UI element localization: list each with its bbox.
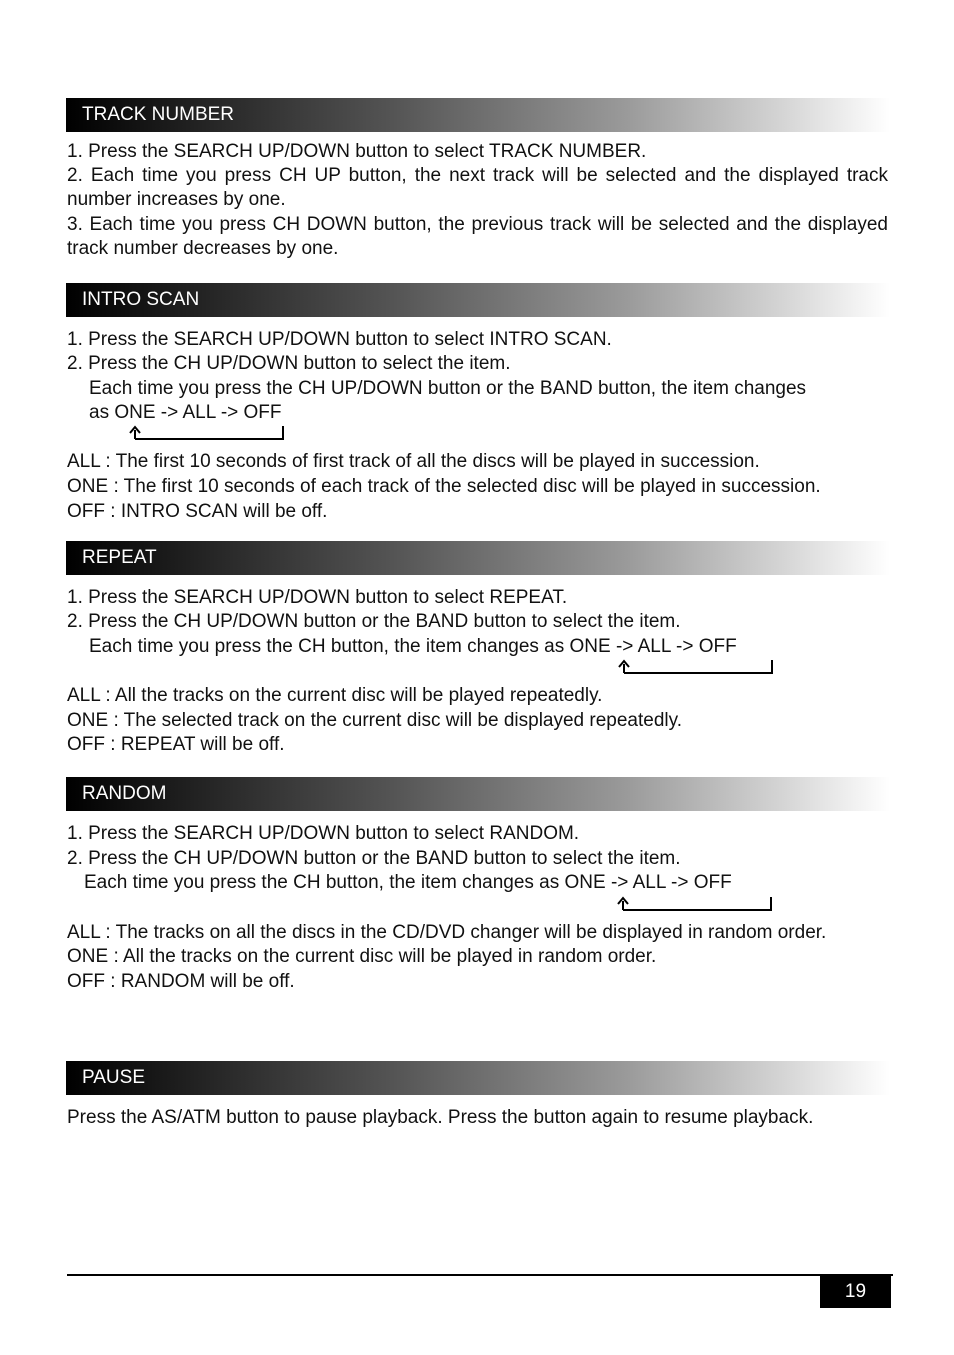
page-number: 19 [820, 1275, 891, 1308]
section-title: REPEAT [82, 547, 157, 568]
section-header-random [66, 777, 890, 811]
pause-text: Press the AS/ATM button to pause playback. Press the button again to resume playback. [67, 1107, 814, 1128]
cycle-return-arrow-icon [128, 425, 284, 439]
repeat-one: ONE : The selected track on the current disc will be displayed repeatedly. [67, 710, 682, 731]
track-number-step-1: 1. Press the SEARCH UP/DOWN button to select TRACK NUMBER. [67, 141, 647, 162]
intro-scan-cycle: as ONE -> ALL -> OFF [89, 402, 282, 423]
section-title: INTRO SCAN [82, 289, 200, 310]
repeat-off: OFF : REPEAT will be off. [67, 734, 285, 755]
random-one: ONE : All the tracks on the current disc will be played in random order. [67, 946, 657, 967]
repeat-step-2: 2. Press the CH UP/DOWN button or the BAND button to select the item. [67, 611, 681, 632]
intro-scan-one: ONE : The first 10 seconds of each track of the selected disc will be played in succession. [67, 476, 821, 497]
section-title: RANDOM [82, 783, 167, 804]
footer-divider [67, 1274, 893, 1276]
section-header-intro-scan [66, 283, 890, 317]
random-all: ALL : The tracks on all the discs in the CD/DVD changer will be displayed in random order. [67, 922, 827, 943]
section-header-pause [66, 1061, 890, 1095]
cycle-return-arrow-icon [617, 659, 773, 673]
track-number-step-3: 3. Each time you press CH DOWN button, the previous track will be selected and the displayed track number decreases by one. [67, 214, 888, 259]
cycle-return-arrow-icon [616, 896, 772, 910]
random-note: Each time you press the CH button, the item changes as ONE -> ALL -> OFF [84, 872, 732, 893]
random-off: OFF : RANDOM will be off. [67, 971, 295, 992]
repeat-step-1: 1. Press the SEARCH UP/DOWN button to select REPEAT. [67, 587, 568, 608]
intro-scan-off: OFF : INTRO SCAN will be off. [67, 501, 328, 522]
repeat-all: ALL : All the tracks on the current disc will be played repeatedly. [67, 685, 603, 706]
intro-scan-step-1: 1. Press the SEARCH UP/DOWN button to select INTRO SCAN. [67, 329, 612, 350]
section-header-track-number [66, 98, 890, 132]
intro-scan-note: Each time you press the CH UP/DOWN button or the BAND button, the item changes [89, 378, 807, 399]
section-title: PAUSE [82, 1067, 146, 1088]
intro-scan-step-2: 2. Press the CH UP/DOWN button to select the item. [67, 353, 511, 374]
repeat-note: Each time you press the CH button, the item changes as ONE -> ALL -> OFF [89, 636, 737, 657]
random-step-2: 2. Press the CH UP/DOWN button or the BAND button to select the item. [67, 848, 681, 869]
section-title: TRACK NUMBER [82, 104, 235, 125]
section-header-repeat [66, 541, 890, 575]
intro-scan-all: ALL : The first 10 seconds of first track of all the discs will be played in succession. [67, 451, 760, 472]
track-number-step-2: 2. Each time you press CH UP button, the next track will be selected and the displayed track number increases by one. [67, 165, 888, 210]
random-step-1: 1. Press the SEARCH UP/DOWN button to select RANDOM. [67, 823, 580, 844]
